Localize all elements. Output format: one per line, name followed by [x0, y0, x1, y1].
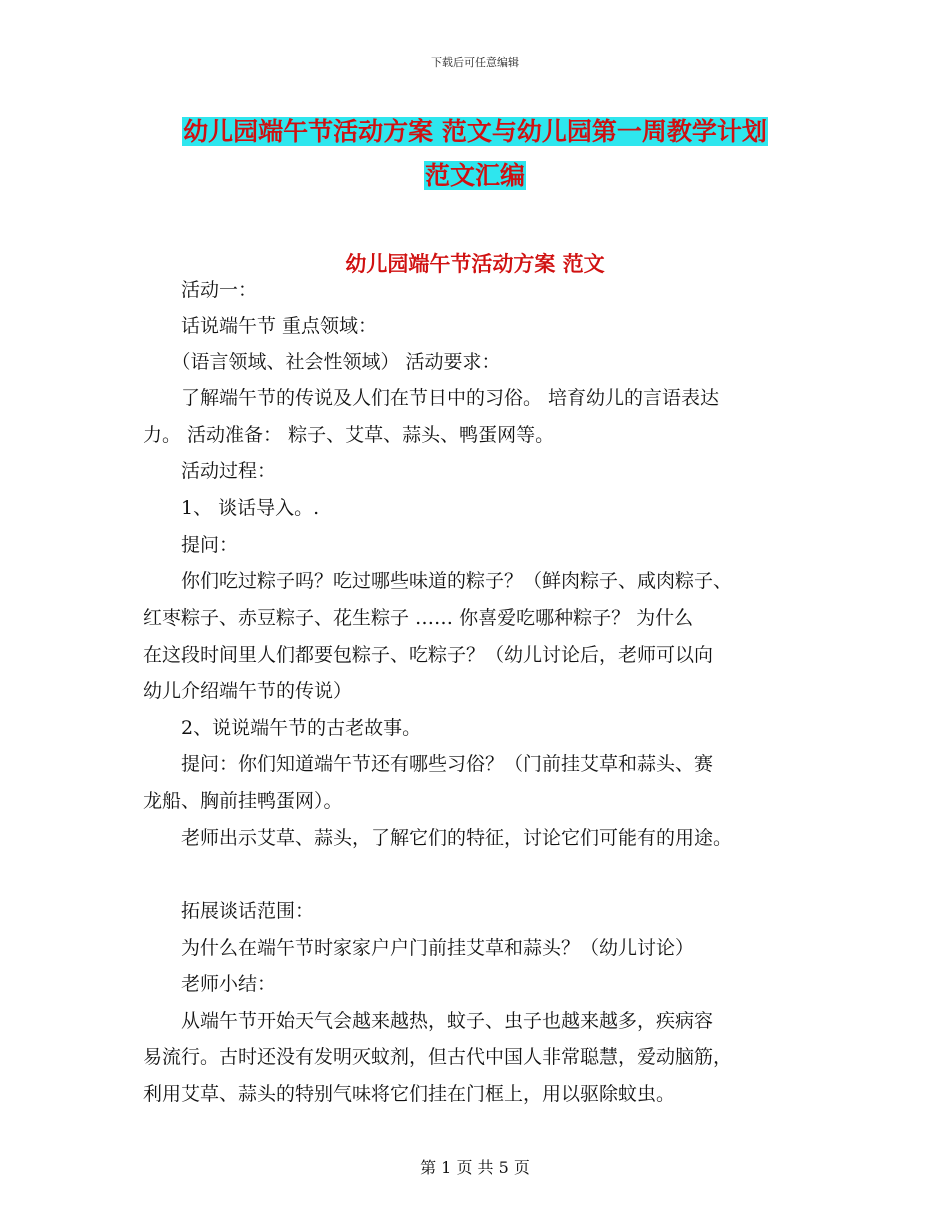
body-line: 在这段时间里人们都要包粽子、吃粽子？（幼儿讨论后，老师可以向: [143, 644, 714, 666]
body-line: 提问：: [143, 534, 239, 556]
body-line: 2、说说端午节的古老故事。: [143, 717, 422, 739]
body-line: 老师出示艾草、蒜头，了解它们的特征，讨论它们可能有的用途。: [143, 827, 733, 849]
body-line: 利用艾草、蒜头的特别气味将它们挂在门框上，用以驱除蚊虫。: [143, 1083, 676, 1105]
body-line: 活动过程：: [143, 460, 277, 482]
header-note: 下载后可任意编辑: [431, 56, 519, 69]
body-line: 幼儿介绍端午节的传说）: [143, 680, 353, 702]
body-line: 你们吃过粽子吗？吃过哪些味道的粽子？（鲜肉粽子、咸肉粽子、: [143, 570, 733, 592]
body-line: 从端午节开始天气会越来越热，蚊子、虫子也越来越多，疾病容: [143, 1010, 714, 1032]
body-line: 1、 谈话导入。.: [143, 497, 320, 519]
body-line: 话说端午节 重点领域：: [143, 315, 378, 337]
body-line: 龙船、胸前挂鸭蛋网）。: [143, 790, 343, 812]
body-line: 提问：你们知道端午节还有哪些习俗？（门前挂艾草和蒜头、赛: [143, 753, 714, 775]
body-line: 了解端午节的传说及人们在节日中的习俗。 培育幼儿的言语表达: [143, 387, 720, 409]
document-title-line-1: 幼儿园端午节活动方案 范文与幼儿园第一周教学计划: [183, 117, 767, 146]
body-line: 为什么在端午节时家家户户门前挂艾草和蒜头？（幼儿讨论）: [143, 937, 695, 959]
body-line: 活动一：: [143, 279, 258, 301]
body-line: 力。 活动准备： 粽子、艾草、蒜头、鸭蛋网等。: [143, 424, 555, 446]
body-line: 易流行。古时还没有发明灭蚊剂，但古代中国人非常聪慧，爱动脑筋，: [143, 1046, 733, 1068]
page-footer: 第 1 页 共 5 页: [420, 1158, 530, 1177]
body-line: （语言领域、社会性领域） 活动要求：: [143, 351, 501, 373]
body-line: 拓展谈话范围：: [143, 900, 315, 922]
document-title-line-2: 范文汇编: [424, 161, 525, 190]
document-title: [140, 110, 810, 198]
section-title: 幼儿园端午节活动方案 范文: [345, 251, 605, 276]
body-line: 红枣粽子、赤豆粽子、花生粽子 …… 你喜爱吃哪种粽子？ 为什么: [143, 607, 694, 629]
body-line: 老师小结：: [143, 973, 277, 995]
